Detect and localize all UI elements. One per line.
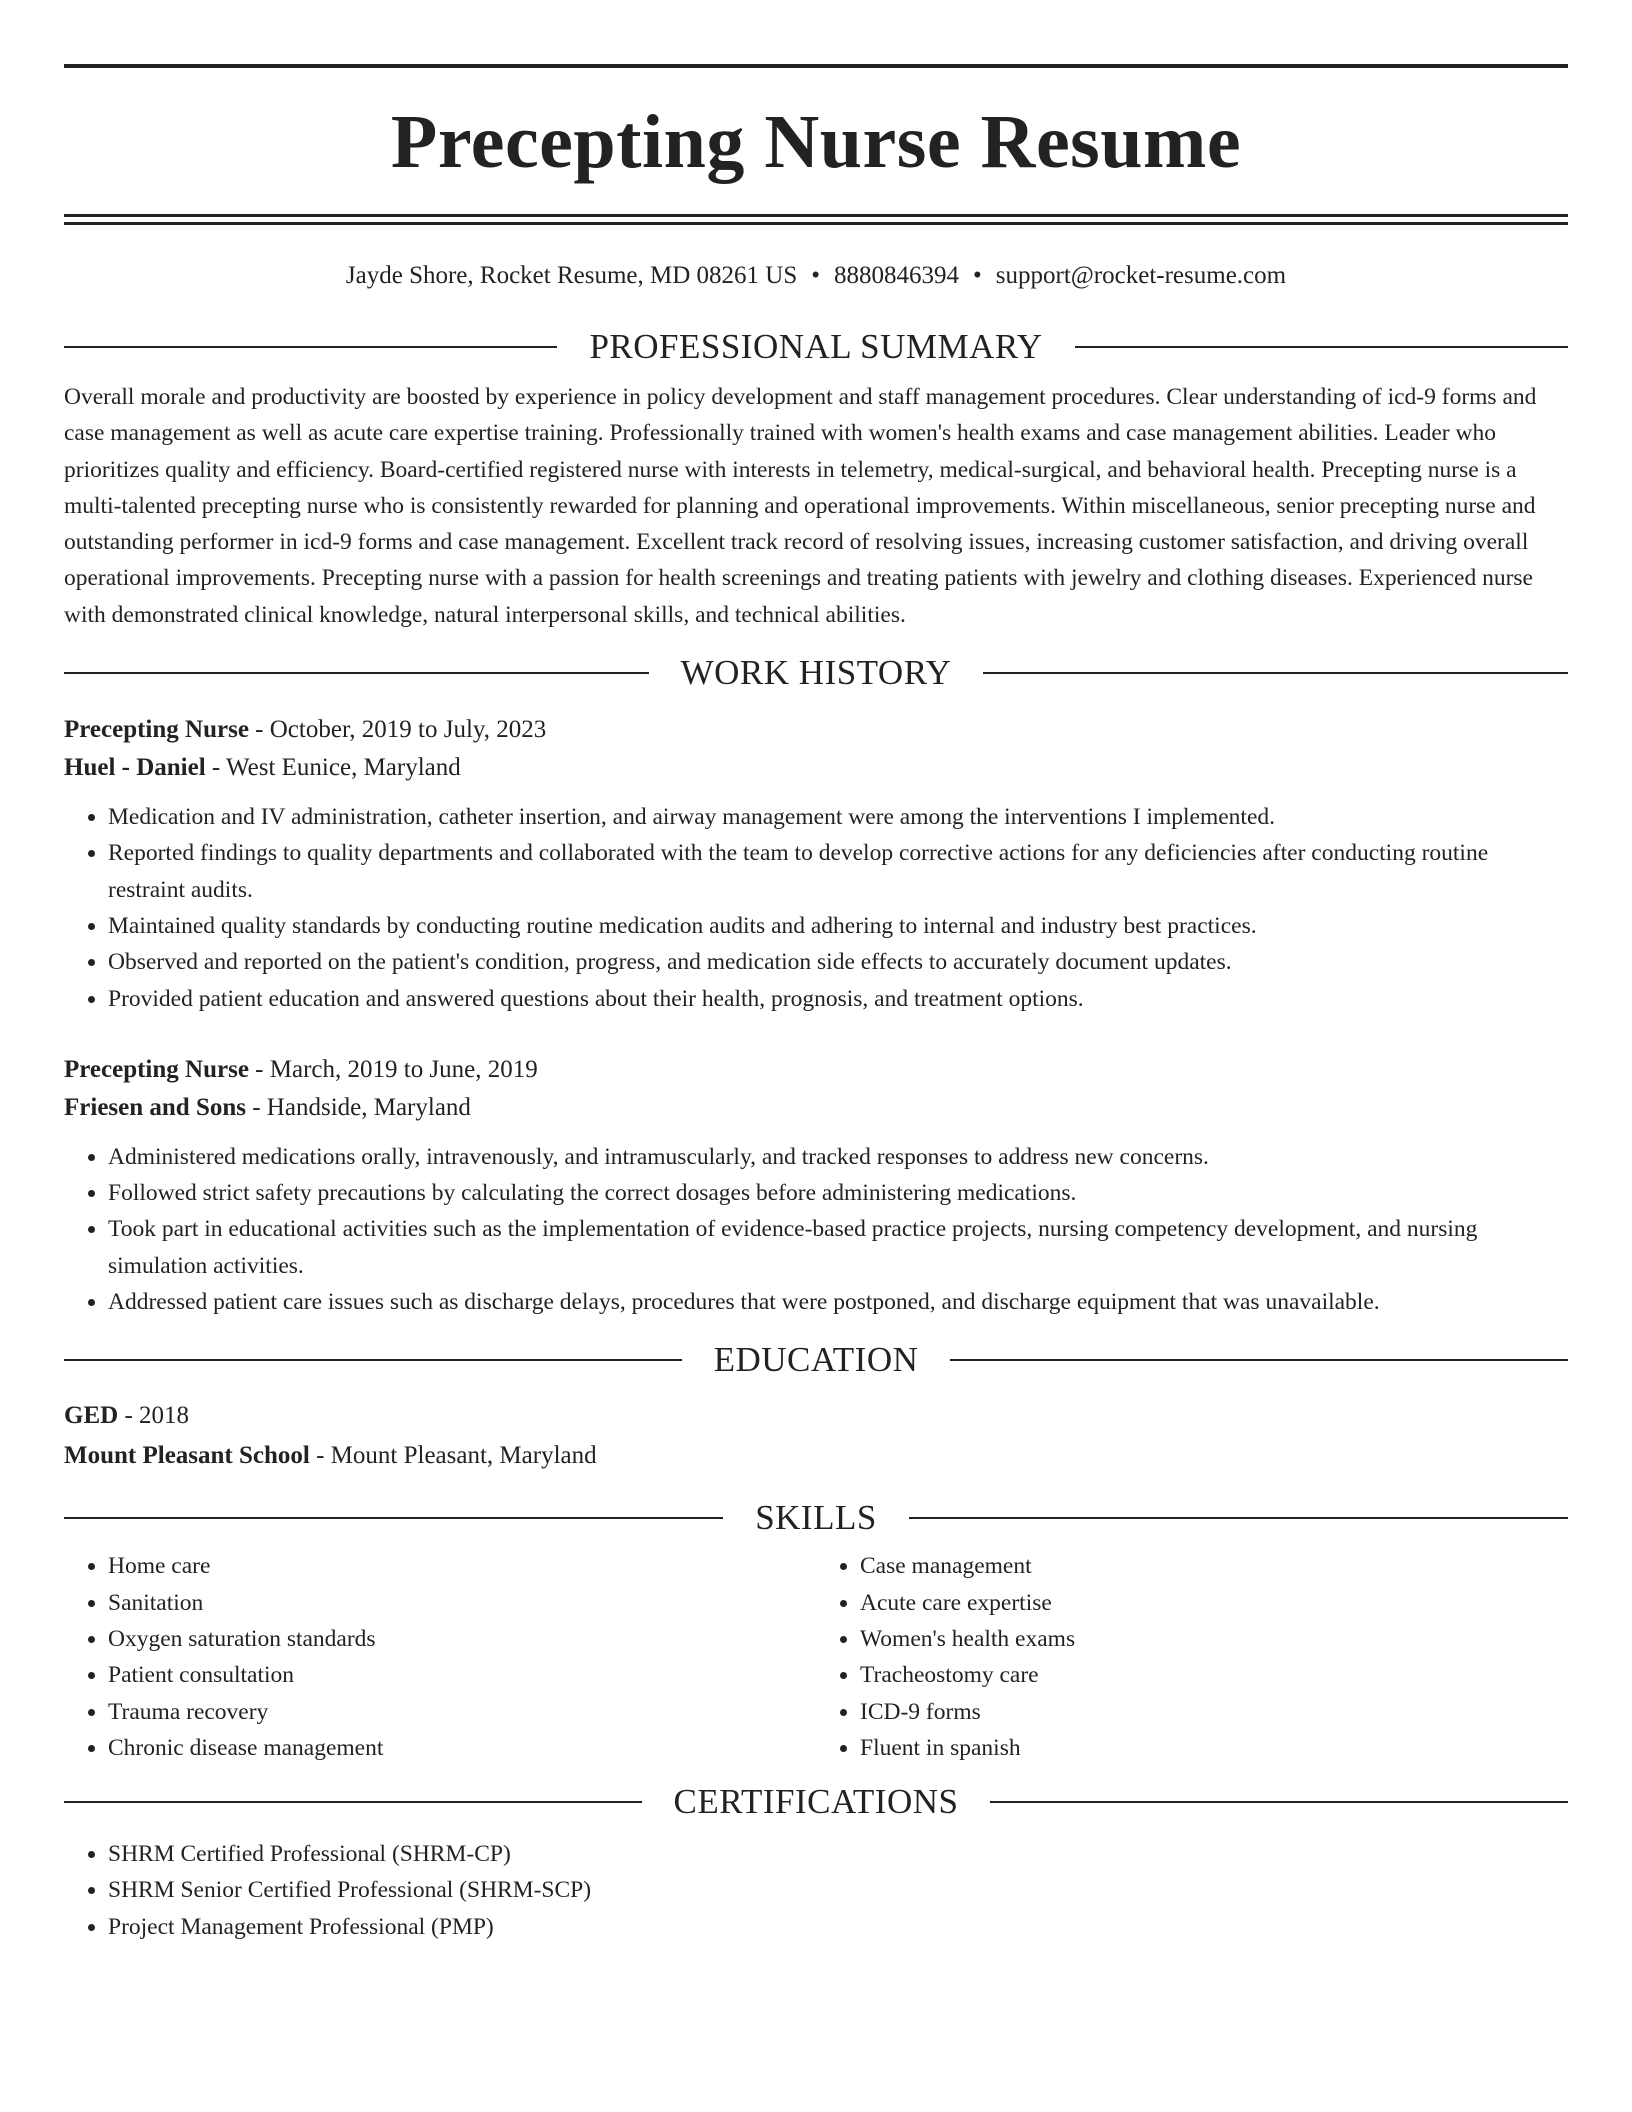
resume-page: [64, 64, 1568, 1945]
job-dates: - March, 2019 to June, 2019: [248, 1055, 538, 1083]
contact-separator: •: [973, 262, 982, 289]
title-double-rule: [64, 214, 1568, 225]
section-rule-left: [64, 346, 557, 348]
job-bullet: • Observed and reported on the patient's condition, progress, and medication side effects to accurately document updates.: [108, 944, 1568, 980]
job-location: - West Eunice, Maryland: [205, 754, 461, 782]
education-school: Mount Pleasant School: [64, 1442, 310, 1470]
skill-item: • Sanitation: [108, 1585, 816, 1621]
section-rule-left: [64, 1517, 723, 1519]
job-bullets: [64, 799, 1568, 1017]
job-title: Precepting Nurse: [64, 716, 249, 744]
job-company: Huel - Daniel: [64, 754, 206, 782]
certification-item: • SHRM Senior Certified Professional (SHRM-SCP): [108, 1872, 1568, 1908]
certification-item: • Project Management Professional (PMP): [108, 1909, 1568, 1945]
skill-item: • Women's health exams: [860, 1621, 1568, 1657]
summary-paragraph: Overall morale and productivity are boosted by experience in policy development and staff management procedures. Clear understanding of icd-9 forms and case management as well as acute care expertise training. Professionally trained with women's health exams and case management abilities. Leader who prioritizes quality and efficiency. Board-certified registered nurse with interests in telemetry, medical-surgical, and behavioral health. Precepting nurse is a multi-talented precepting nurse who is consistently rewarded for planning and operational improvements. Within miscellaneous, senior precepting nurse and outstanding performer in icd-9 forms and case management. Excellent track record of resolving issues, increasing customer satisfaction, and driving overall operational improvements. Precepting nurse with a passion for health screenings and treating patients with jewelry and clothing diseases. Experienced nurse with demonstrated clinical knowledge, natural interpersonal skills, and technical abilities.: [64, 384, 1537, 628]
job-title: Precepting Nurse: [64, 1055, 249, 1083]
skills-list-right: [816, 1548, 1568, 1766]
skill-item: • Acute care expertise: [860, 1585, 1568, 1621]
section-rule-right: [1075, 346, 1568, 348]
job-bullet: • Took part in educational activities such as the implementation of evidence-based practice projects, nursing competency development, and nursing simulation activities.: [108, 1211, 1568, 1284]
section-title-certifications: CERTIFICATIONS: [673, 1782, 959, 1822]
job-title-row: [64, 1051, 1568, 1089]
job-bullet: • Followed strict safety precautions by calculating the correct dosages before administering medications.: [108, 1175, 1568, 1211]
certification-item: • SHRM Certified Professional (SHRM-CP): [108, 1836, 1568, 1872]
job-dates: - October, 2019 to July, 2023: [248, 716, 547, 744]
job-bullet: • Administered medications orally, intravenously, and intramuscularly, and tracked responses to address new concerns.: [108, 1139, 1568, 1175]
education-degree-row: [64, 1396, 1568, 1436]
section-header-summary: [64, 325, 1568, 369]
contact-address: Jayde Shore, Rocket Resume, MD 08261 US: [345, 262, 798, 289]
skill-item: • Fluent in spanish: [860, 1730, 1568, 1766]
job-bullet: • Maintained quality standards by conducting routine medication audits and adhering to internal and industry best practices.: [108, 908, 1568, 944]
education-location: - Mount Pleasant, Maryland: [309, 1442, 597, 1470]
skill-item: • Oxygen saturation standards: [108, 1621, 816, 1657]
top-rule: [64, 64, 1568, 68]
section-rule-right: [990, 1801, 1568, 1803]
section-header-skills: [64, 1496, 1568, 1540]
section-rule-right: [983, 672, 1568, 674]
section-rule-right: [909, 1517, 1568, 1519]
education-degree: GED: [64, 1402, 119, 1430]
job-company-row: [64, 1089, 1568, 1127]
section-header-education: [64, 1338, 1568, 1382]
job-company-row: [64, 749, 1568, 787]
section-rule-left: [64, 672, 649, 674]
job-bullet: • Reported findings to quality departments and collaborated with the team to develop corrective actions for any deficiencies after conducting routine restraint audits.: [108, 835, 1568, 908]
education-year: - 2018: [118, 1402, 190, 1430]
skill-item: • Home care: [108, 1548, 816, 1584]
skill-item: • Tracheostomy care: [860, 1657, 1568, 1693]
job-bullet: • Medication and IV administration, catheter insertion, and airway management were among the interventions I implemented.: [108, 799, 1568, 835]
skills-list-left: [64, 1548, 816, 1766]
certifications-list: [64, 1836, 1568, 1945]
section-rule-right: [950, 1359, 1568, 1361]
resume-title: Precepting Nurse Resume: [390, 100, 1242, 184]
job-bullet: • Provided patient education and answered questions about their health, prognosis, and treatment options.: [108, 981, 1568, 1017]
job-bullets: [64, 1139, 1568, 1320]
section-rule-left: [64, 1801, 642, 1803]
job-bullet: • Addressed patient care issues such as discharge delays, procedures that were postponed, and discharge equipment that was unavailable.: [108, 1284, 1568, 1320]
section-title-work: WORK HISTORY: [680, 653, 952, 693]
section-title-education: EDUCATION: [713, 1340, 919, 1380]
contact-email: support@rocket-resume.com: [995, 262, 1287, 289]
skill-item: • ICD-9 forms: [860, 1694, 1568, 1730]
job-company: Friesen and Sons: [64, 1093, 246, 1121]
skills-columns: [64, 1548, 1568, 1766]
contact-phone: 8880846394: [834, 262, 960, 289]
contact-separator: •: [811, 262, 821, 289]
skill-item: • Patient consultation: [108, 1657, 816, 1693]
section-rule-left: [64, 1359, 682, 1361]
section-header-work: [64, 651, 1568, 695]
section-title-summary: PROFESSIONAL SUMMARY: [589, 327, 1043, 366]
job-location: - Handside, Maryland: [245, 1093, 471, 1121]
education-entry: [64, 1396, 1568, 1476]
job-entry: [64, 1051, 1568, 1320]
education-school-row: [64, 1436, 1568, 1476]
job-entry: [64, 711, 1568, 1017]
job-title-row: [64, 711, 1568, 749]
skill-item: • Trauma recovery: [108, 1694, 816, 1730]
skill-item: • Case management: [860, 1548, 1568, 1584]
section-header-certifications: [64, 1780, 1568, 1824]
section-title-skills: SKILLS: [755, 1498, 877, 1538]
contact-line: [64, 261, 1568, 291]
skill-item: • Chronic disease management: [108, 1730, 816, 1766]
